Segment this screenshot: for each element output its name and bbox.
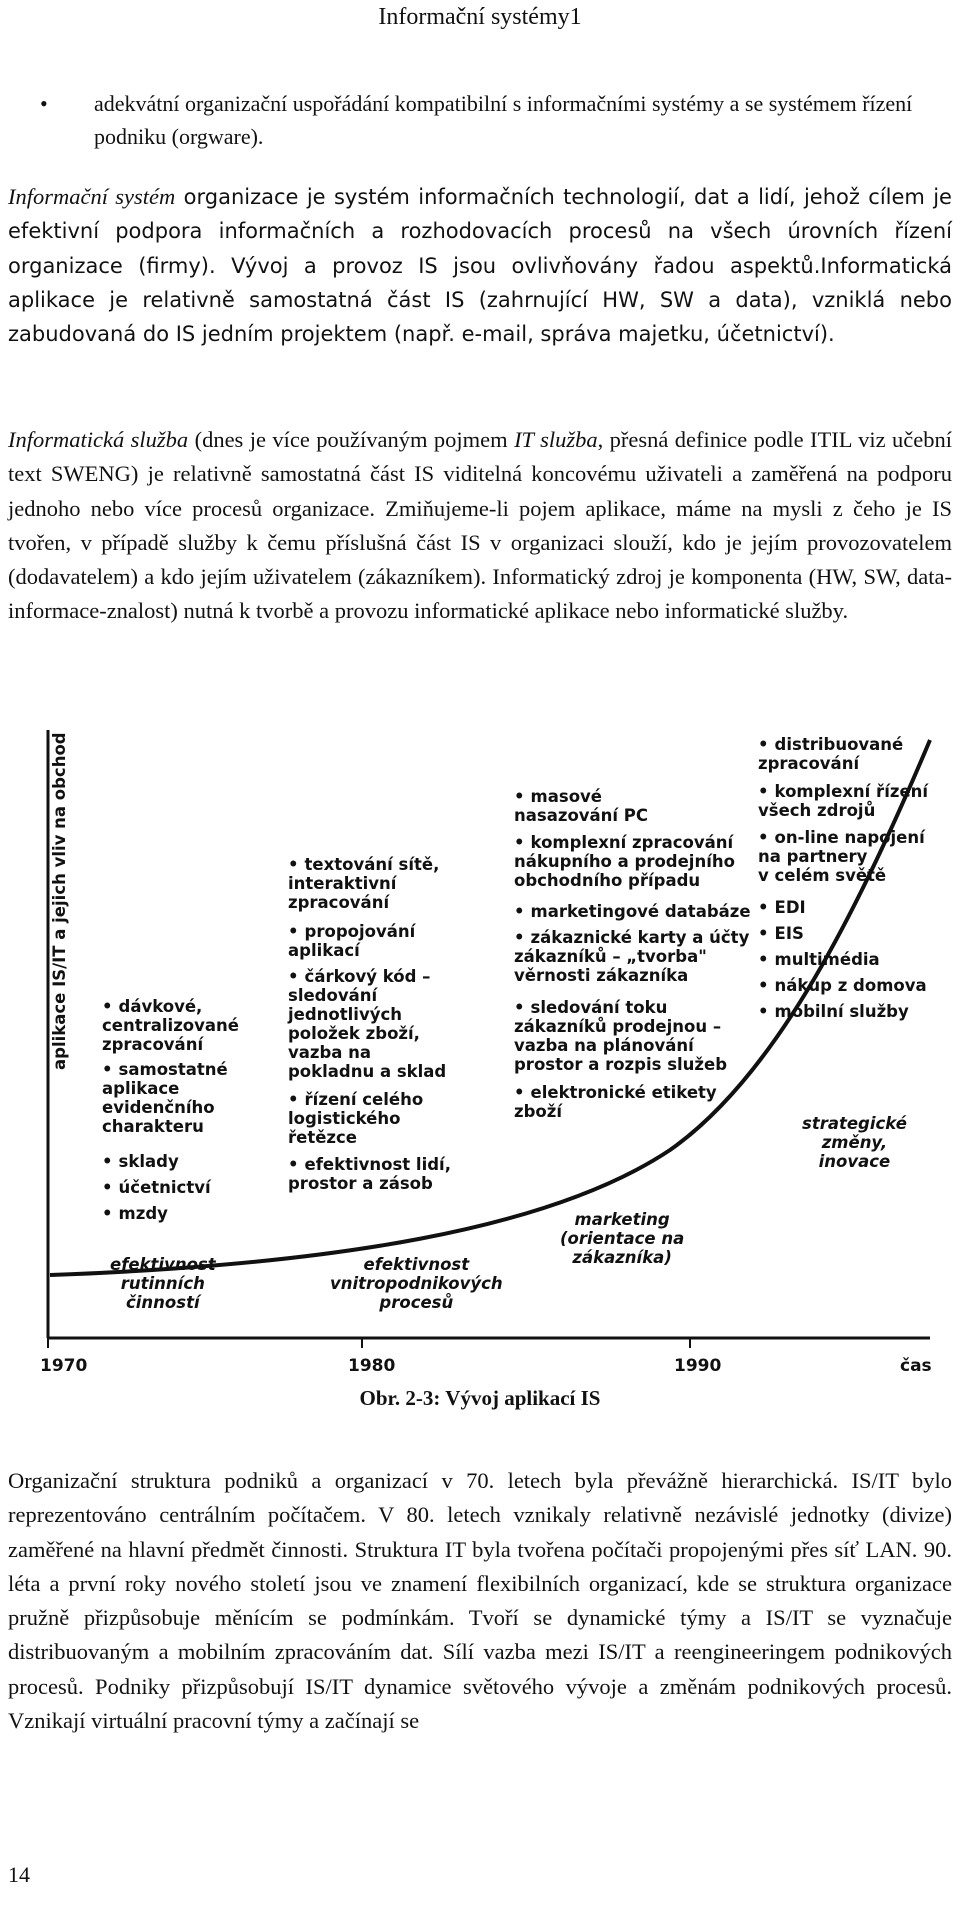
col1-item: • účetnictví	[102, 1178, 211, 1197]
col1-item: • samostatné aplikace evidenčního charakteru	[102, 1060, 228, 1136]
col4-item: • on-line napojení na partnery v celém světě	[758, 828, 925, 885]
bullet-item	[40, 87, 952, 153]
phase-label-4: strategické změny, inovace	[802, 1114, 907, 1171]
bullet-dot: •	[40, 91, 48, 116]
col2-item: • efektivnost lidí, prostor a zásob	[288, 1155, 451, 1193]
col2-item: • řízení celého logistického řetězce	[288, 1090, 423, 1147]
col4-item: • multimédia	[758, 950, 880, 969]
col1-item: • sklady	[102, 1152, 179, 1171]
col3-item: • komplexní zpracování nákupního a prodejního obchodního případu	[514, 833, 735, 890]
phase-label-1: efektivnost rutinních činností	[110, 1255, 216, 1312]
page-header: Informační systémy1	[378, 4, 582, 30]
paragraph-text: , přesná definice podle ITIL viz učební text SWENG) je relativně samostatná část IS viditelná koncovému uživateli a zaměřená na podporu jednoho nebo více procesů organizace. Zmiňujeme-li pojem aplikace, máme na mysli z čeho je IS tvořen, v případě služby k čemu příslušná část IS v organizaci slouží, kdo je jejím provozovatelem (dodavatelem) a kdo jejím uživatelem (zákazníkem). Informatický zdroj je komponenta (HW, SW, data-informace-znalost) nutná k tvorbě a provozu informatické aplikace nebo informatické služby.	[8, 427, 952, 624]
paragraph-text: organizace je systém informačních technologií, dat a lidí, jehož cílem je efektivní podpora informačních a rozhodovacích procesů na všech úrovních řízení organizace (firmy). Vývoj a provoz IS jsou ovlivňovány řadou aspektů.Informatická aplikace je relativně samostatná část IS (zahrnující HW, SW a data), vzniklá nebo zabudovaná do IS jedním projektem (např. e-mail, správa majetku, účetnictví).	[8, 185, 952, 347]
col3-item: • marketingové databáze	[514, 902, 751, 921]
term-it-sluzba: IT služba	[514, 427, 598, 452]
year-1970: 1970	[40, 1356, 88, 1376]
phase-label-3: marketing (orientace na zákazníka)	[560, 1210, 685, 1267]
bullet-text: adekvátní organizační uspořádání kompatibilní s informačními systémy a se systémem řízení podniku (orgware).	[94, 91, 913, 149]
col4-item: • EIS	[758, 924, 804, 943]
paragraph-sluzba-definition	[8, 423, 952, 629]
col1-item: • mzdy	[102, 1204, 168, 1223]
paragraph-text: (dnes je více používaným pojmem	[188, 427, 515, 452]
term-informaticka-sluzba: Informatická služba	[8, 427, 189, 452]
col4-item: • EDI	[758, 898, 806, 917]
col4-item: • distribuované zpracování	[758, 735, 903, 773]
paragraph-is-definition	[8, 180, 952, 351]
col2-item: • čárkový kód – sledování jednotlivých položek zboží, vazba na pokladnu a sklad	[288, 967, 446, 1081]
col4-item: • mobilní služby	[758, 1002, 909, 1021]
phase-label-2: efektivnost vnitropodnikových procesů	[330, 1255, 503, 1312]
col1-item: • dávkové, centralizované zpracování	[102, 997, 239, 1054]
year-1980: 1980	[348, 1356, 396, 1376]
x-axis-label: čas	[900, 1356, 932, 1376]
col4-item: • komplexní řízení všech zdrojů	[758, 782, 928, 820]
col3-item: • zákaznické karty a účty zákazníků – „tvorba" věrnosti zákazníka	[514, 928, 749, 985]
col3-item: • masové nasazování PC	[514, 787, 648, 825]
term-informacni-system: Informační systém	[8, 184, 176, 209]
col2-item: • textování sítě, interaktivní zpracování	[288, 855, 439, 912]
col3-item: • elektronické etikety zboží	[514, 1083, 717, 1121]
y-axis-label: aplikace IS/IT a jejich vliv na obchod	[50, 732, 69, 1070]
paragraph-organization: Organizační struktura podniků a organizací v 70. letech byla převážně hierarchická. IS/IT bylo reprezentováno centrálním počítačem. V 80. letech vznikaly relativně nezávislé jednotky (divize) zaměřené na hlavní předmět činnosti. Struktura IT byla tvořena počítači propojenými přes síť LAN. 90. léta a první roky nového století jsou ve znamení flexibilních organizací, kde se struktura organizace pružně přizpůsobuje měnícím se podmínkám. Tvoří se dynamické týmy a IS/IT se vyznačuje distribuovaným a mobilním zpracováním dat. Sílí vazba mezi IS/IT a reengineeringem podnikových procesů. Podniky přizpůsobují IS/IT dynamice světového vývoje a změnám podnikových procesů. Vznikají virtuální pracovní týmy a začínají se	[8, 1468, 952, 1734]
col2-item: • propojování aplikací	[288, 922, 415, 960]
col4-item: • nákup z domova	[758, 976, 927, 995]
figure-vyvoj-aplikaci	[30, 730, 950, 1390]
figure-caption: Obr. 2-3: Vývoj aplikací IS	[359, 1386, 601, 1410]
year-1990: 1990	[674, 1356, 722, 1376]
page-number: 14	[8, 1862, 30, 1887]
col3-item: • sledování toku zákazníků prodejnou – vazba na plánování prostor a rozpis služeb	[514, 998, 727, 1074]
